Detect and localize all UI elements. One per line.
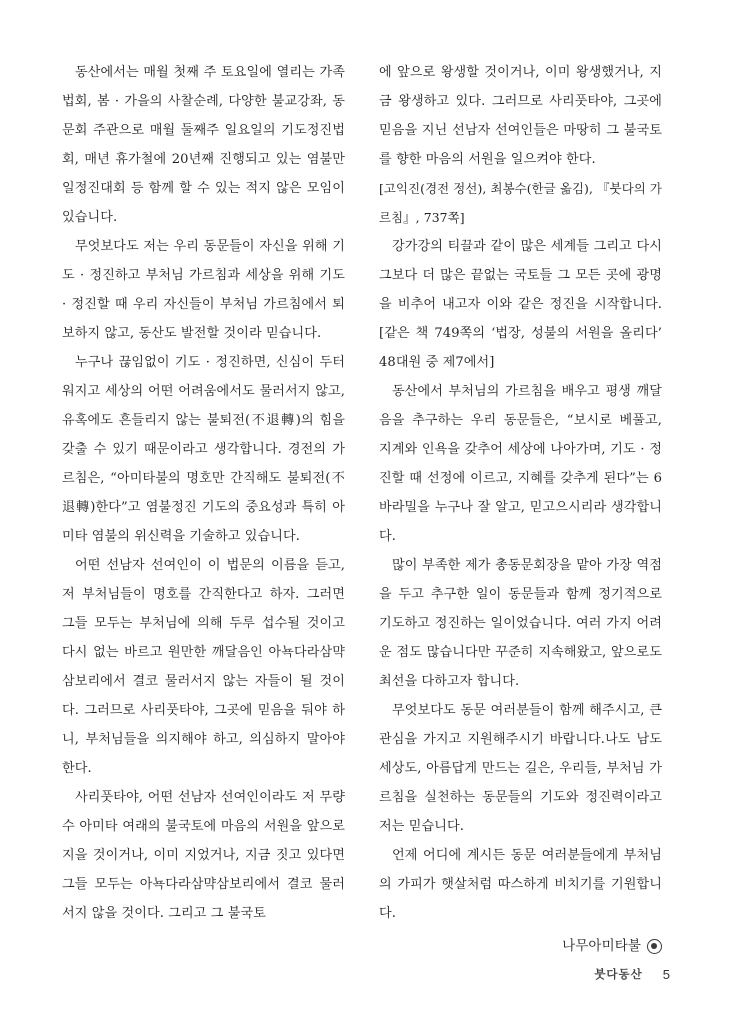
signature: 나무아미타불	[562, 938, 641, 954]
right-column	[379, 58, 662, 961]
page-number: 5	[662, 966, 670, 982]
left-column	[62, 58, 345, 928]
paragraph: 사리풋타야, 어떤 선남자 선여인이라도 저 무량수 아미타 여래의 불국토에 마음의 서원을 앞으로 지을 것이거나, 이미 지었거나, 지금 짓고 있다면 그들 모두는 아뇩다라삼먁삼보리에서 결코 물러서지 않을 것이다. 그리고 그 불국토	[62, 790, 345, 921]
seal-icon	[647, 939, 662, 954]
paragraph: 누구나 끊임없이 기도 · 정진하면, 신심이 두터워지고 세상의 어떤 어려움에서도 물러서지 않고, 유혹에도 흔들리지 않는 불퇴전(不退轉)의 힘을 갖출 수 있기 때문이라고 생각합니다. 경전의 가르침은, “아미타불의 명호만 간직해도 불퇴전(不退轉)한다”고 염불정진 기도의 중요성과 특히 아미타 염불의 위신력을 기술하고 있습니다.	[62, 355, 345, 544]
paragraph: 동산에서 부처님의 가르침을 배우고 평생 깨달음을 추구하는 우리 동문들은, “보시로 베풀고, 지계와 인욕을 갖추어 세상에 나아가며, 기도 · 정진할 때 선정에 이르고, 지혜를 갖추게 된다”는 6바라밀을 누구나 잘 알고, 믿고으시리라 생각합니다.	[379, 384, 662, 544]
paragraph-continuation: 에 앞으로 왕생할 것이거나, 이미 왕생했거나, 지금 왕생하고 있다. 그러므로 사리풋타야, 그곳에 믿음을 지닌 선남자 선여인들은 마땅히 그 불국토를 향한 마음의 서원을 일으켜야 한다.	[379, 65, 662, 167]
paragraph: 많이 부족한 제가 총동문회장을 맡아 가장 역점을 두고 추구한 일이 동문들과 함께 정기적으로 기도하고 정진하는 일이었습니다. 여러 가지 어려운 점도 많습니다만 꾸준히 지속해왔고, 앞으로도 최선을 다하고자 합니다.	[379, 558, 662, 689]
paragraph: 언제 어디에 계시든 동문 여러분들에게 부처님의 가피가 햇살처럼 따스하게 비치기를 기원합니다.	[379, 848, 662, 921]
citation: [고익진(경전 정선), 최봉수(한글 옮김), 『붓다의 가르침』, 737쪽]	[379, 181, 662, 225]
paragraph: 어떤 선남자 선여인이 이 법문의 이름을 듣고, 저 부처님들이 명호를 간직한다고 하자. 그러면 그들 모두는 부처님에 의해 두루 섭수될 것이고 다시 없는 바르고 원만한 깨달음인 아뇩다라삼먁삼보리에서 결코 물러서지 않는 자들이 될 것이다. 그러므로 사리풋타야, 그곳에 믿음을 둬야 하니, 부처님들을 의지해야 하고, 의심하지 말아야 한다.	[62, 558, 345, 776]
paragraph: 동산에서는 매월 첫째 주 토요일에 열리는 가족법회, 봄 · 가을의 사찰순례, 다양한 불교강좌, 동문회 주관으로 매월 둘째주 일요일의 기도정진법회, 매년 휴가철에 20년째 진행되고 있는 염불만일정진대회 등 함께 할 수 있는 적지 않은 모임이 있습니다.	[62, 65, 345, 225]
paragraph: 무엇보다도 저는 우리 동문들이 자신을 위해 기도 · 정진하고 부처님 가르침과 세상을 위해 기도 · 정진할 때 우리 자신들이 부처님 가르침에서 퇴보하지 않고, 동산도 발전할 것이라 믿습니다.	[62, 239, 345, 341]
magazine-title: 붓다동산	[594, 967, 643, 981]
page-footer	[594, 966, 670, 982]
paragraph: 강가강의 티끌과 같이 많은 세계들 그리고 다시 그보다 더 많은 끝없는 국토들 그 모든 곳에 광명을 비추어 내고자 이와 같은 정진을 시작합니다. [같은 책 749쪽의 ‘법장, 성불의 서원을 올리다’ 48대원 중 제7에서]	[379, 239, 662, 370]
signature-line	[379, 932, 662, 961]
paragraph: 무엇보다도 동문 여러분들이 함께 해주시고, 큰 관심을 가지고 지원해주시기 바랍니다.나도 남도 세상도, 아름답게 만드는 길은, 우리들, 부처님 가르침을 실천하는 동문들의 기도와 정진력이라고 저는 믿습니다.	[379, 703, 662, 834]
